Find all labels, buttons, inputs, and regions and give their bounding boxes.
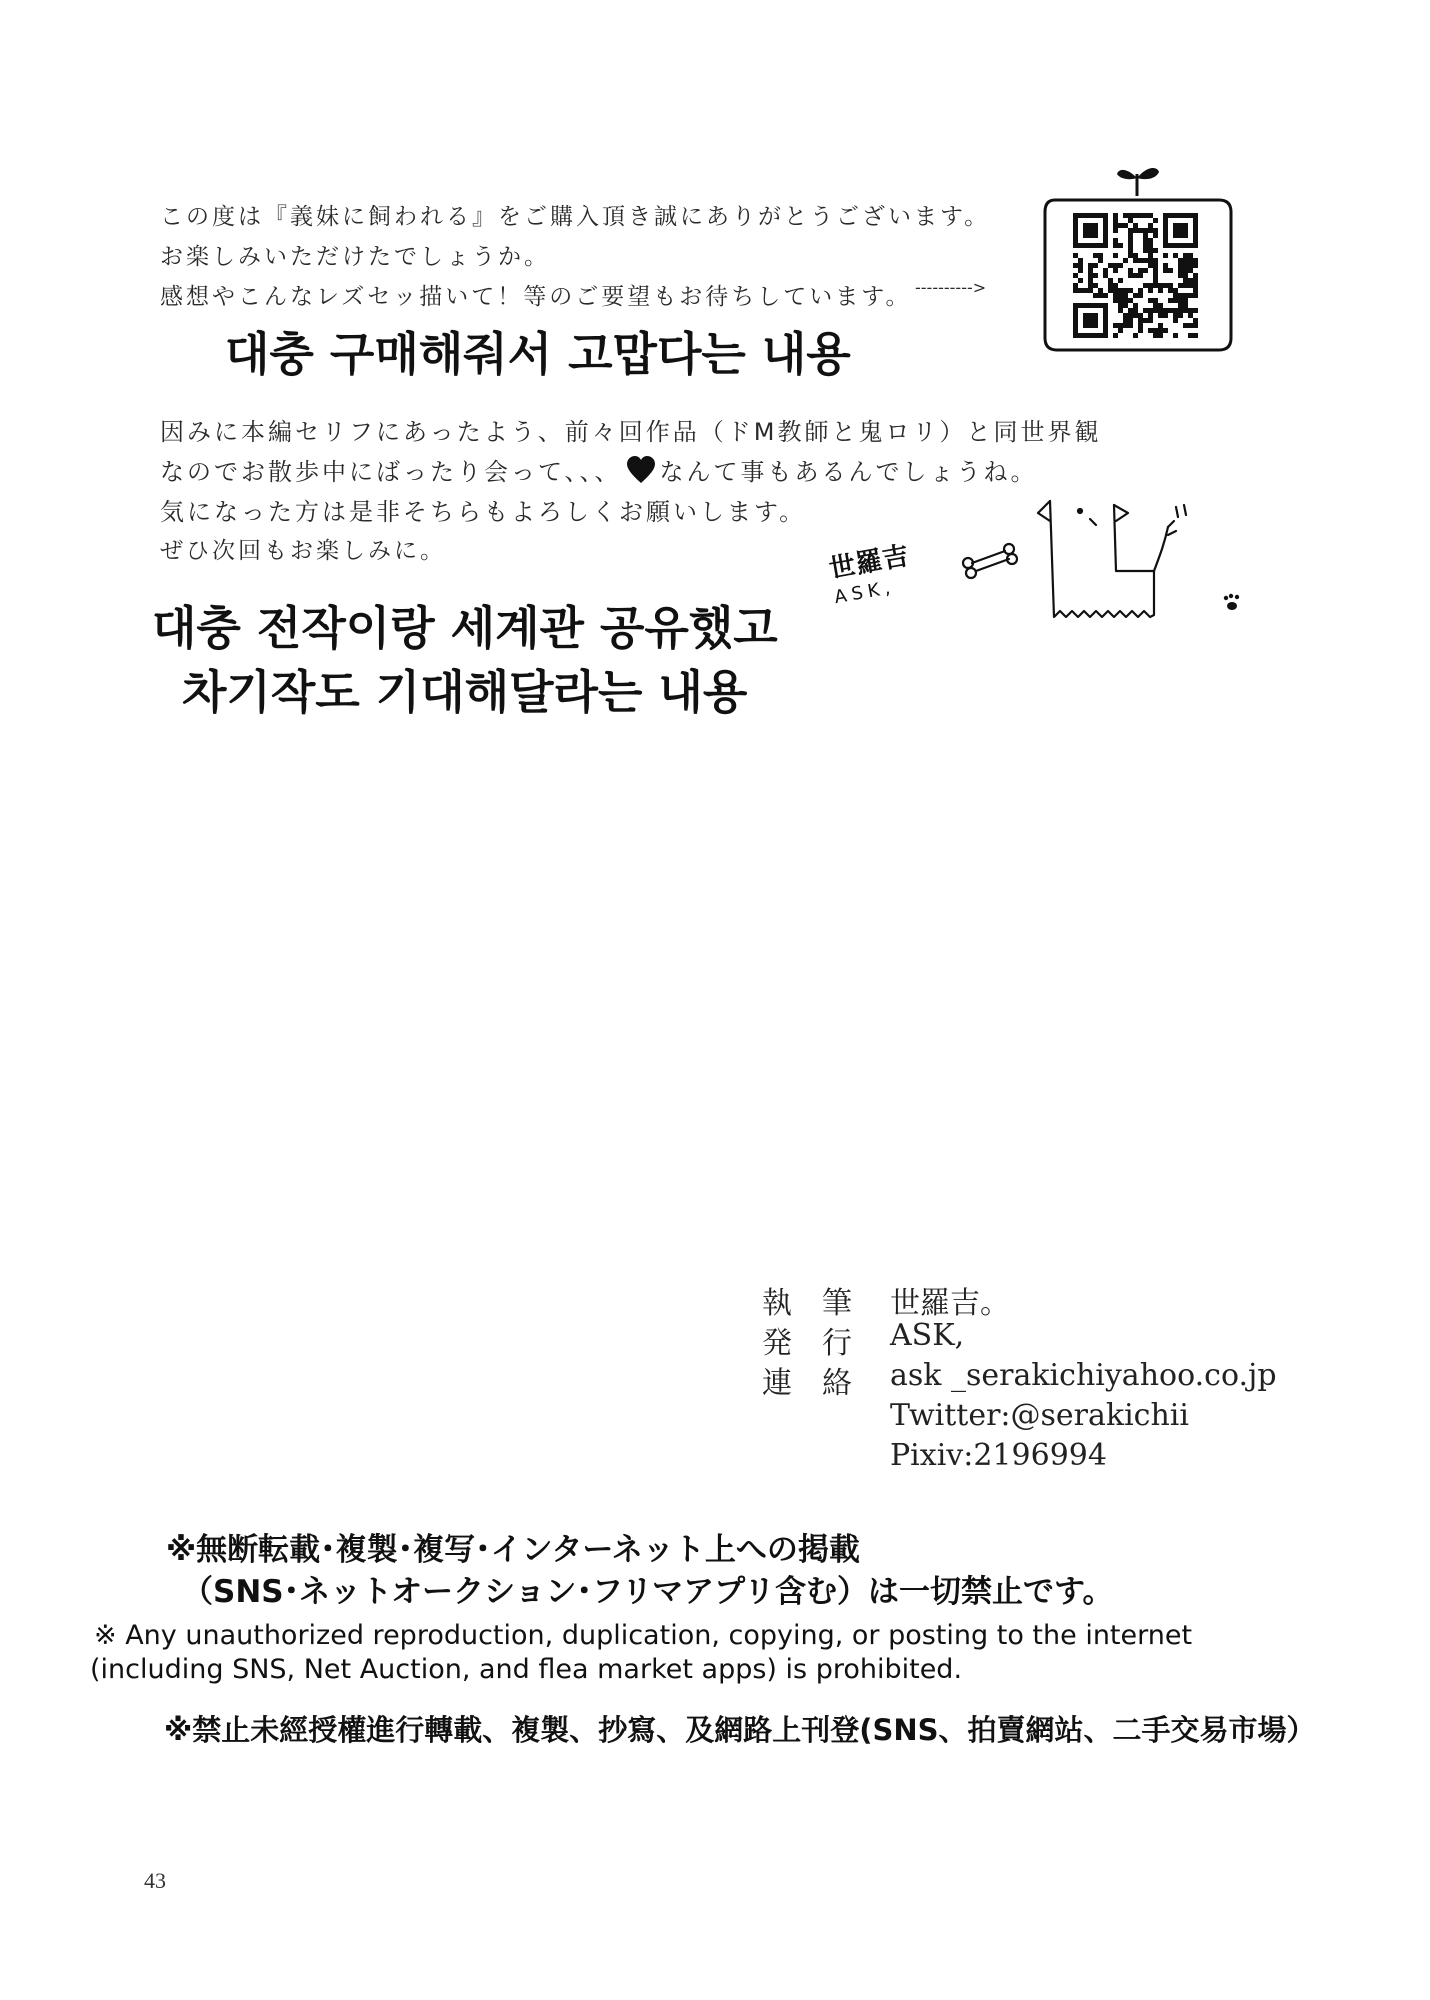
- colophon-value-email[interactable]: ask _serakichiyahoo.co.jp: [890, 1358, 1277, 1393]
- notice-jp-line-1: ※無断転載･複製･複写･インターネット上への掲載: [166, 1532, 860, 1568]
- colophon-label-author: 執 筆: [762, 1286, 852, 1321]
- message-line-6: 気になった方は是非そちらもよろしくお願いします。: [160, 498, 807, 526]
- message-line-1: この度は『義妹に飼われる』をご購入頂き誠にありがとうございます。: [160, 204, 991, 230]
- signature: [826, 528, 958, 628]
- heart-icon: [626, 456, 656, 490]
- colophon-twitter[interactable]: Twitter:@serakichii: [890, 1398, 1189, 1433]
- notice-en-line-1: ※ Any unauthorized reproduction, duplication, copying, or posting to the internet: [94, 1620, 1193, 1651]
- notice-en-line-2: (including SNS, Net Auction, and flea market apps) is prohibited.: [90, 1654, 963, 1685]
- message-line-5a: なのでお散歩中にばったり会って、、、: [160, 458, 622, 486]
- signature-name: 世羅吉: [827, 540, 913, 585]
- message-line-4: 因みに本編セリフにあったよう、前々回作品（ドM教師と鬼ロリ）と同世界観: [160, 418, 1102, 446]
- translation-1: 대충 구매해줘서 고맙다는 내용: [225, 327, 851, 381]
- colophon-label-contact: 連 絡: [762, 1366, 852, 1401]
- colophon-value-publisher: ASK,: [890, 1318, 965, 1353]
- message-line-5: [160, 452, 1038, 490]
- qr-code[interactable]: [1035, 160, 1240, 360]
- message-line-5b: なんて事もあるんでしょうね。: [659, 458, 1038, 486]
- message-line-7: ぜひ次回もお楽しみに。: [160, 538, 446, 564]
- colophon-value-author: 世羅吉。: [890, 1286, 1010, 1321]
- signature-circle: ASK,: [832, 576, 897, 609]
- notice-jp-line-2: （SNS･ネットオークション･フリマアプリ含む）は一切禁止です。: [182, 1574, 1114, 1610]
- colophon-label-publisher: 発 行: [762, 1326, 852, 1361]
- translation-2-line-2: 차기작도 기대해달라는 내용: [182, 665, 748, 719]
- colophon-pixiv[interactable]: Pixiv:2196994: [890, 1438, 1107, 1473]
- message-line-2: お楽しみいただけたでしょうか。: [160, 244, 550, 270]
- page-number: 43: [144, 1868, 166, 1893]
- translation-2-line-1: 대충 전작이랑 세계관 공유했고: [152, 601, 778, 655]
- notice-zh: ※禁止未經授權進行轉載、複製、抄寫、及網路上刊登(SNS、拍賣網站、二手交易市場）: [164, 1713, 1316, 1747]
- message-line-3: 感想やこんなレズセッ描いて！等のご要望もお待ちしています。: [160, 284, 912, 310]
- dog-doodle-icon: [950, 485, 1250, 635]
- arrow-to-qr: ---------->: [915, 278, 987, 297]
